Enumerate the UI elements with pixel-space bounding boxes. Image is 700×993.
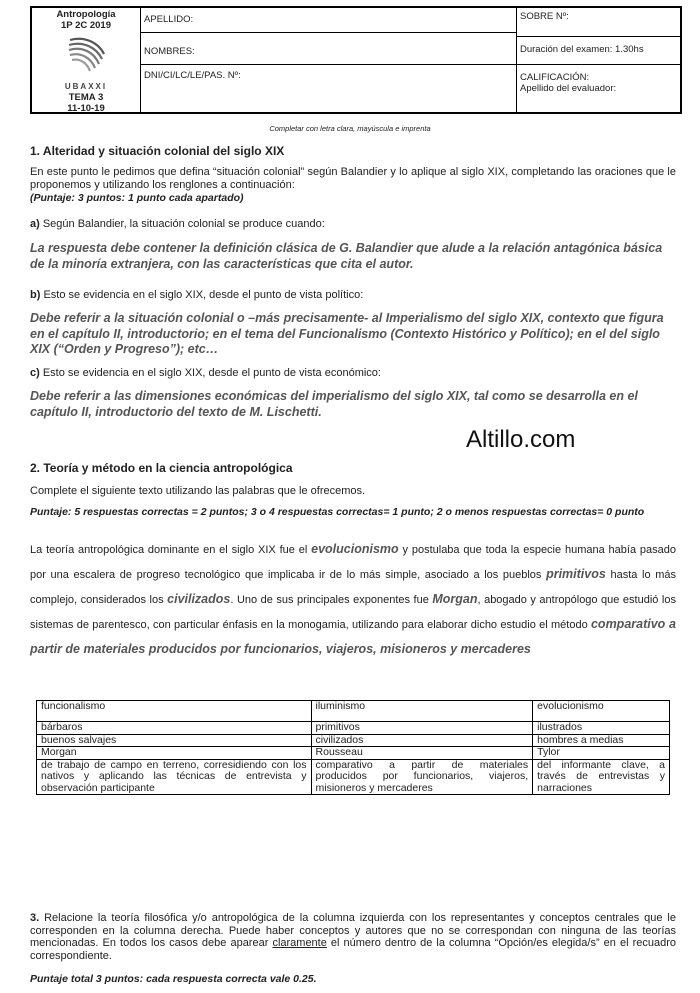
sobre-field[interactable]: SOBRE Nº: — [520, 11, 569, 22]
section-1-intro: En este punto le pedimos que defina “situación colonial” según Balandier y lo aplique al siglo XIX, completando las oraciones que le proponemos y utilizando los renglones a continuación: — [30, 166, 676, 191]
table-cell: ilustrados — [533, 722, 670, 735]
divider — [140, 8, 141, 112]
answer-gap[interactable]: comparativo a partir de materiales producidos por funcionarios, viajeros, misioneros y mercaderes — [30, 617, 676, 656]
question-label: b) — [30, 289, 41, 301]
answer-1b: Debe referir a la situación colonial o –más precisamente- al Imperialismo del siglo XIX, contexto que figura en el capítulo II, introductorio; en el tema del Funcionalismo (Contexto Histórico y Político); en el del siglo XIX (“Orden y Progreso”); etc… — [30, 311, 664, 356]
section-2-score: Puntaje: 5 respuestas correctas = 2 puntos; 3 o 4 respuestas correctas= 1 punto; 2 o menos respuestas correctas= 0 punto — [30, 506, 645, 518]
divider — [140, 64, 516, 65]
logo-text: UBAXXI — [64, 82, 108, 91]
paragraph-text: y postulaba que toda la especie humana había pasado por una escalera de progreso tecnológico que implicaba ir de lo más simple, asociado a los pueblos — [30, 544, 676, 581]
evaluador-field: Apellido del evaluador: — [520, 83, 617, 94]
exam-date: 11-10-19 — [67, 103, 105, 114]
table-cell: Rousseau — [311, 747, 533, 760]
nombres-field[interactable]: NOMBRES: — [144, 46, 195, 57]
table-cell: Tylor — [533, 747, 670, 760]
table-cell: comparativo a partir de materiales producidos por funcionarios, viajeros, misioneros y mercaderes — [311, 759, 533, 795]
exam-code: 1P 2C 2019 — [60, 20, 111, 31]
section-2-title: 2. Teoría y método en la ciencia antropológica — [30, 461, 293, 475]
section-1-title: 1. Alteridad y situación colonial del siglo XIX — [30, 144, 285, 158]
table-cell: evolucionismo — [533, 701, 670, 722]
table-row — [37, 759, 670, 795]
divider — [140, 32, 516, 33]
paragraph-text: La teoría antropológica dominante en el siglo XIX fue el — [30, 544, 312, 556]
table-row — [37, 734, 670, 747]
watermark: Altillo.com — [466, 426, 576, 453]
calificacion-field: CALIFICACIÓN: — [520, 72, 590, 83]
paragraph-text: . Uno de sus principales exponentes fue — [230, 594, 433, 606]
table-cell: funcionalismo — [37, 701, 312, 722]
university-logo-icon — [64, 34, 108, 74]
table-cell: iluminismo — [311, 701, 533, 722]
divider — [516, 64, 682, 65]
word-options-table — [36, 700, 670, 795]
table-cell: Morgan — [37, 747, 312, 760]
instructions-note: Completar con letra clara, mayúscula e imprenta — [269, 124, 431, 133]
apellido-field[interactable]: APELLIDO: — [144, 14, 194, 25]
dni-field[interactable]: DNI/CI/LC/LE/PAS. Nº: — [144, 70, 241, 81]
question-1b — [30, 289, 676, 302]
divider — [516, 36, 682, 37]
answer-1c: Debe referir a las dimensiones económicas del imperialismo del siglo XIX, tal como se desarrolla en el capítulo II, introductorio del texto de M. Lischetti. — [30, 389, 638, 419]
divider — [516, 8, 517, 112]
section-1-score: (Puntaje: 3 puntos: 1 punto cada apartado) — [30, 192, 244, 204]
course-name: Antropología — [56, 9, 116, 20]
table-cell: civilizados — [311, 734, 533, 747]
section-3-text: el número dentro de la columna “Opción/es elegida/s” en el recuadro correspondiente. — [30, 937, 676, 962]
section-3-score: Puntaje total 3 puntos: cada respuesta correcta vale 0.25. — [30, 973, 317, 985]
table-cell: del informante clave, a través de entrevistas y narraciones — [533, 759, 670, 795]
answer-gap[interactable]: primitivos — [546, 567, 606, 581]
question-text: Según Balandier, la situación colonial se produce cuando: — [39, 218, 325, 230]
section-3-text: Relacione la teoría filosófica y/o antropológica de la columna izquierda con los representantes y conceptos centrales que le corresponden en la columna derecha. Puede haber conceptos y autores que no se correspondan con ninguna de las teorías mencionadas. En todos los casos debe aparear — [30, 912, 676, 949]
table-cell: bárbaros — [37, 722, 312, 735]
table-row — [37, 701, 670, 722]
question-1c — [30, 367, 676, 380]
emphasis-word: claramente — [272, 937, 327, 949]
exam-header — [30, 6, 682, 114]
question-label: c) — [30, 367, 40, 379]
fill-in-paragraph — [30, 537, 676, 662]
answer-1a: La respuesta debe contener la definición clásica de G. Balandier que alude a la relación antagónica básica de la minoría extranjera, con las características que cita el autor. — [30, 241, 663, 271]
question-label: a) — [30, 218, 40, 230]
question-text: Esto se evidencia en el siglo XIX, desde el punto de vista político: — [40, 289, 364, 301]
question-text: Esto se evidencia en el siglo XIX, desde el punto de vista económico: — [39, 367, 381, 379]
table-cell: primitivos — [311, 722, 533, 735]
logo-block — [32, 8, 140, 112]
table-cell: de trabajo de campo en terreno, corresidiendo con los nativos y aplicando las técnicas de entrevista y observación participante — [37, 759, 312, 795]
paragraph-text: , abogado y antropólogo que estudió los sistemas de parentesco, con particular énfasis en la monogamia, utilizando para elaborar dicho estudio el método — [30, 594, 676, 631]
answer-gap[interactable]: evolucionismo — [311, 542, 399, 556]
table-cell: buenos salvajes — [37, 734, 312, 747]
topic-label: TEMA 3 — [68, 92, 104, 103]
table-row — [37, 747, 670, 760]
section-3-number: 3. — [30, 912, 40, 924]
table-cell: hombres a medias — [533, 734, 670, 747]
exam-duration: Duración del examen: 1.30hs — [520, 44, 644, 55]
table-row — [37, 722, 670, 735]
paragraph-text: hasta lo más complejo, considerados los — [30, 569, 676, 606]
question-1a — [30, 218, 676, 231]
section-2-intro: Complete el siguiente texto utilizando las palabras que le ofrecemos. — [30, 485, 366, 497]
answer-gap[interactable]: civilizados — [167, 592, 231, 606]
section-3-intro — [30, 912, 676, 962]
answer-gap[interactable]: Morgan — [432, 592, 478, 606]
